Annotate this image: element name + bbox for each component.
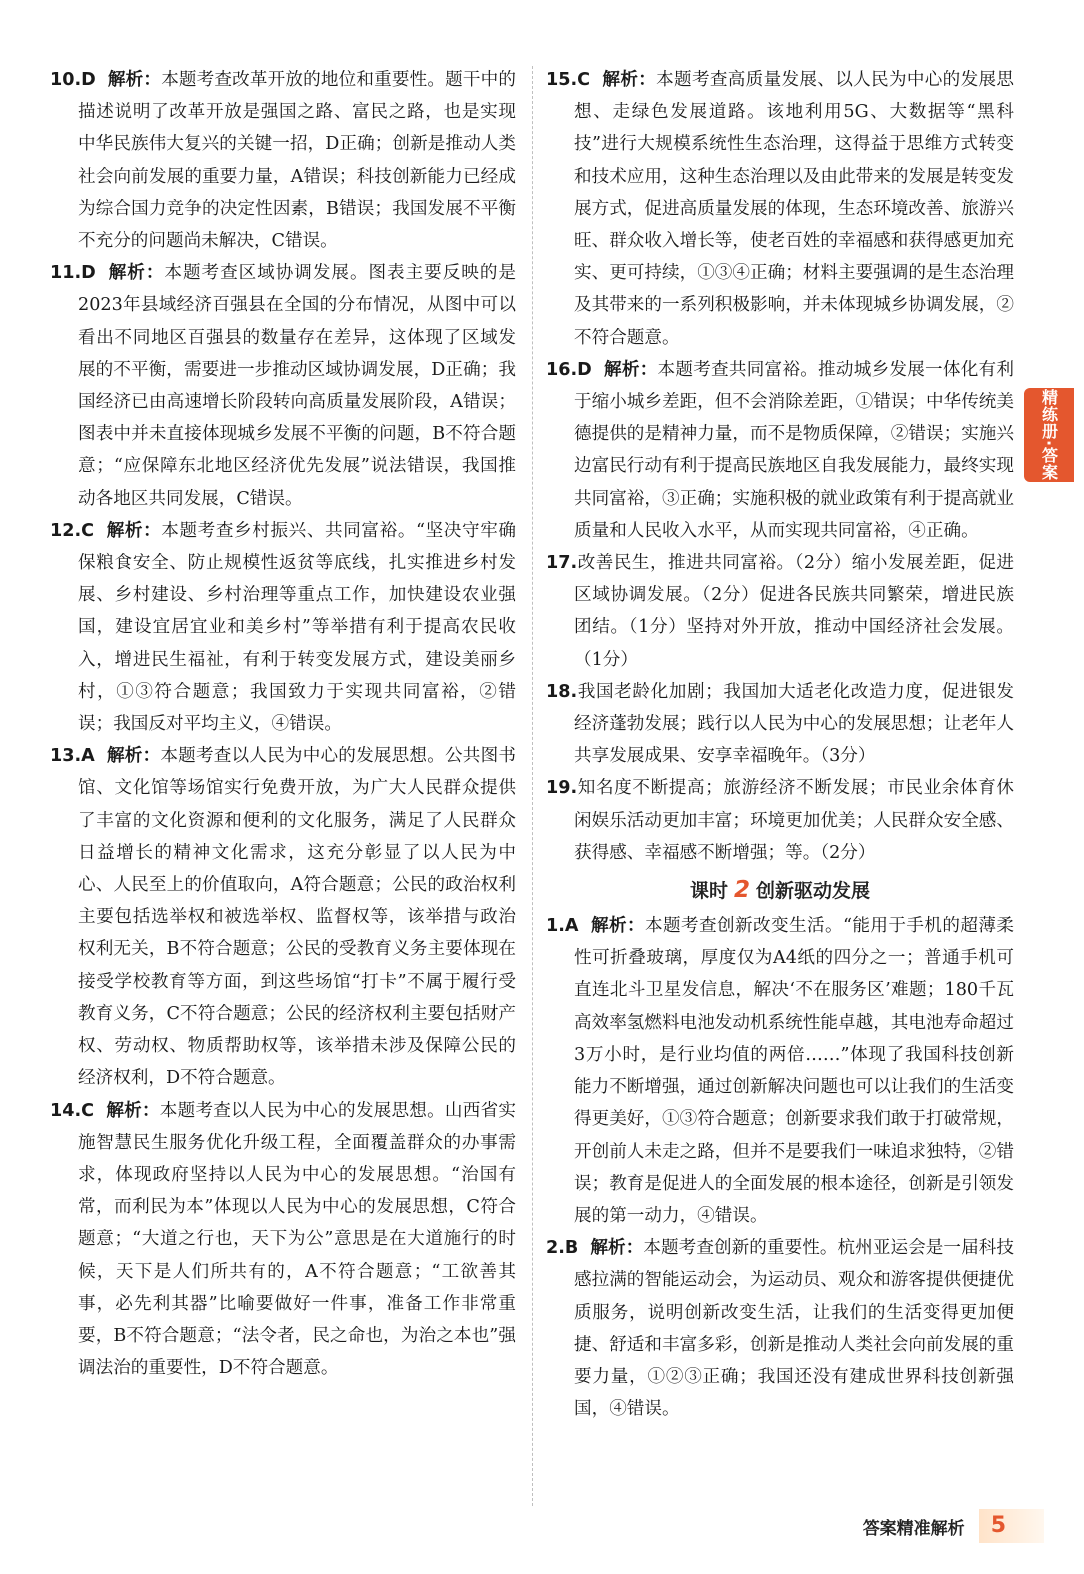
footer-label: 答案精准解析: [862, 1518, 965, 1539]
answer-item-15: 15.C 解析：本题考查高质量发展、以人民为中心的发展思想、走绿色发展道路。该地利用5G、大数据等“黑科技”进行大规模系统性生态治理，这得益于思维方式转变和技术应用，这种生态治理以及由此带来的发展是转变发展方式，促进高质量发展的体现，生态环境改善、旅游兴旺、群众收入增长等，使老百姓的幸福感和获得感更加充实、更可持续，①③④正确；材料主要强调的是生态治理及其带来的一系列积极影响，并未体现城乡协调发展，②不符合题意。: [546, 70, 1014, 348]
column-divider: [532, 66, 533, 1506]
right-column: [546, 64, 1014, 1425]
answer-item-13: 13.A 解析：本题考查以人民为中心的发展思想。公共图书馆、文化馆等场馆实行免费开放，为广大人民群众提供了丰富的文化资源和便利的文化服务，满足了人民群众日益增长的精神文化需求，这充分彰显了以人民为中心、人民至上的价值取向，A符合题意；公民的政治权利主要包括选举权和被选举权、监督权等，该举措与政治权利无关，B不符合题意；公民的受教育义务主要体现在接受学校教育等方面，到这些场馆“打卡”不属于履行受教育义务，C不符合题意；公民的经济权利主要包括财产权、劳动权、物质帮助权等，该举措未涉及保障公民的经济权利，D不符合题意。: [50, 746, 516, 1089]
answer-item-12: 12.C 解析：本题考查乡村振兴、共同富裕。“坚决守牢确保粮食安全、防止规模性返贫等底线，扎实推进乡村发展、乡村建设、乡村治理等重点工作，加快建设农业强国，建设宜居宜业和美乡村”等举措有利于提高农民收入，增进民生福祉，有利于转变发展方式，建设美丽乡村，①③符合题意；我国致力于实现共同富裕，②错误；我国反对平均主义，④错误。: [50, 520, 516, 735]
page-footer: [863, 1506, 1044, 1546]
answer-item-14: 14.C 解析：本题考查以人民为中心的发展思想。山西省实施智慧民生服务优化升级工程，全面覆盖群众的办事需求，体现政府坚持以人民为中心的发展思想。“治国有常，而利民为本”体现以人民为中心的发展思想，C符合题意；“大道之行也，天下为公”意思是在大道施行的时候，天下是人们所共有的，A不符合题意；“工欲善其事，必先利其器”比喻要做好一件事，准备工作非常重要，B不符合题意；“法令者，民之命也，为治之本也”强调法治的重要性，D不符合题意。: [50, 1100, 516, 1379]
answer-item-17: 17.改善民生，推进共同富裕。（2分）缩小发展差距，促进区域协调发展。（2分）促进各民族共同繁荣，增进民族团结。（1分）坚持对外开放，推动中国经济社会发展。（1分）: [546, 553, 1014, 670]
answer-item-16: 16.D 解析：本题考查共同富裕。推动城乡发展一体化有利于缩小城乡差距，但不会消除差距，①错误；中华传统美德提供的是精神力量，而不是物质保障，②错误；实施兴边富民行动有利于提高民族地区自我发展能力，最终实现共同富裕，③正确；实施积极的就业政策有利于提高就业质量和人民收入水平，从而实现共同富裕，④正确。: [546, 359, 1014, 541]
answer-item-lesson2-1: 1.A 解析：本题考查创新改变生活。“能用于手机的超薄柔性可折叠玻璃，厚度仅为A4纸的四分之一；普通手机可直连北斗卫星发信息，解决‘不在服务区’难题；180千瓦高效率氢燃料电池发动机系统性能卓越，其电池寿命超过3万小时，是行业均值的两倍……”体现了我国科技创新能力不断增强，通过创新解决问题也可以让我们的生活变得更美好，①③符合题意；创新要求我们敢于打破常规，开创前人未走之路，但并不是要我们一味追求独特，②错误；教育是促进人的全面发展的根本途径，创新是引领发展的第一动力，④错误。: [546, 916, 1014, 1226]
answer-item-lesson2-2: 2.B 解析：本题考查创新的重要性。杭州亚运会是一届科技感拉满的智能运动会，为运动员、观众和游客提供便捷优质服务，说明创新改变生活，让我们的生活变得更加便捷、舒适和丰富多彩，创新是推动人类社会向前发展的重要力量，①②③正确；我国还没有建成世界科技创新强国，④错误。: [546, 1238, 1014, 1420]
left-column: [50, 64, 516, 1384]
section-side-tab: 精练册·答案: [1024, 388, 1074, 482]
page-number: 5: [979, 1509, 1044, 1543]
lesson-heading: 课时 2 创新驱动发展: [689, 877, 871, 904]
answer-item-10: 10.D 解析：本题考查改革开放的地位和重要性。题干中的描述说明了改革开放是强国之路、富民之路，也是实现中华民族伟大复兴的关键一招，D正确；创新是推动人类社会向前发展的重要力量，A错误；科技创新能力已经成为综合国力竞争的决定性因素，B错误；我国发展不平衡不充分的问题尚未解决，C错误。: [50, 70, 516, 252]
answer-item-11: 11.D 解析：本题考查区域协调发展。图表主要反映的是2023年县域经济百强县在全国的分布情况，从图中可以看出不同地区百强县的数量存在差异，这体现了区域发展的不平衡，需要进一步推动区域协调发展，D正确；我国经济已由高速增长阶段转向高质量发展阶段，A错误；图表中并未直接体现城乡发展不平衡的问题，B不符合题意；“应保障东北地区经济优先发展”说法错误，我国推动各地区共同发展，C错误。: [50, 263, 516, 509]
answer-item-18: 18.我国老龄化加剧；我国加大适老化改造力度，促进银发经济蓬勃发展；践行以人民为中心的发展思想；让老年人共享发展成果、安享幸福晚年。（3分）: [546, 681, 1014, 767]
answer-item-19: 19.知名度不断提高；旅游经济不断发展；市民业余体育休闲娱乐活动更加丰富；环境更加优美；人民群众安全感、获得感、幸福感不断增强；等。（2分）: [546, 778, 1014, 863]
